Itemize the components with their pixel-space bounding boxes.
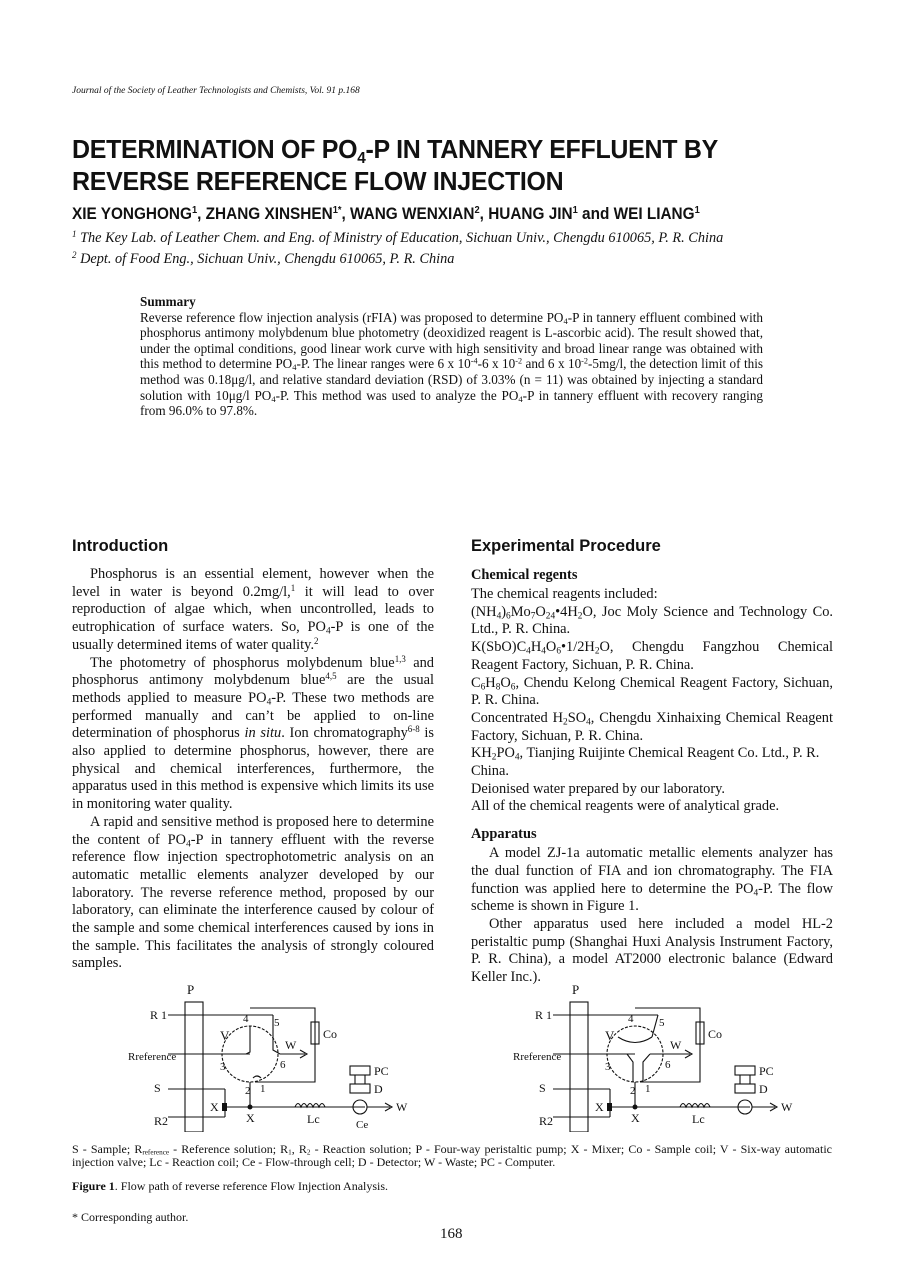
mixer-label: X	[631, 1111, 640, 1125]
valve-port-1: 1	[645, 1083, 651, 1095]
peristaltic-pump	[570, 1002, 588, 1132]
citation: 1,3	[394, 653, 406, 664]
computer-box	[350, 1066, 370, 1075]
author-name: HUANG JIN	[488, 205, 573, 223]
valve-channel	[246, 1026, 250, 1054]
author-affiliation-marker: 1	[191, 205, 198, 216]
subheading-chemical-regents: Chemical regents	[471, 567, 578, 583]
mixer-2	[633, 1105, 638, 1110]
sample-coil-label: Co	[323, 1027, 338, 1041]
reagent-r1-label: R 1	[535, 1008, 553, 1022]
apparatus-paragraph-1: A model ZJ-1a automatic metallic elements analyzer has the dual function of FIA and ion chromatography. The FIA function was applied here to determine the $PO_4-P$. The flow scheme is shown in Figure 1.	[471, 845, 833, 915]
mixer-1	[222, 1103, 227, 1111]
intro-paragraph-1: Phosphorus is an essential element, however when the level in water is beyond 0.2mg/l,$^1$ it will lead to over reproduction of algae which, when uncontrolled, leads to eutrophication of surface waters. So, $PO_4-P$ is one of the usually determined items of water quality.$^2$	[72, 566, 434, 653]
valve-channel	[627, 1054, 633, 1082]
author-name: WEI LIANG	[613, 205, 695, 223]
section-heading-introduction: Introduction	[72, 537, 169, 555]
affiliation-2	[72, 251, 454, 268]
author-name: WANG WENXIAN	[350, 205, 475, 223]
valve-port-6: 6	[280, 1059, 286, 1071]
waste-label: W	[781, 1100, 793, 1114]
sample-label: S	[154, 1081, 161, 1095]
valve-label: V	[605, 1028, 615, 1043]
citation: 6-8	[407, 724, 420, 735]
valve-port-5: 5	[274, 1017, 280, 1029]
computer-label: PC	[374, 1064, 389, 1078]
citation: 1	[290, 582, 296, 593]
reagent-item: $C_6H_8O_6$, Chendu Kelong Chemical Reagent Factory, Sichuan, P. R. China.	[471, 674, 833, 709]
reagent-item: Concentrated $H_2SO_4$, Chengdu Xinhaixing Chemical Reagent Factory, Sichuan, P. R. China.	[471, 709, 833, 744]
waste-label-valve: W	[285, 1038, 297, 1052]
affiliation-marker: 1	[72, 229, 77, 239]
reagent-item: All of the chemical reagents were of analytical grade.	[471, 798, 780, 815]
valve-channel	[618, 1037, 652, 1043]
reference-solution-label: Rreference	[513, 1051, 562, 1063]
author-name: XIE YONGHONG	[72, 205, 192, 223]
summary-text: Reverse reference flow injection analysis (rFIA) was proposed to determine $PO_4-P$ in tannery effluent combined with phosphorus antimony molybdenum blue photometry (deoxidized reagent is L-ascorbic acid). The result showed that, under the optimal conditions, good linear work curve with high sensitivity and broad linear range was obtained with this method to determine $PO_4-P$. The linear ranges were 6 x $10^{-4}-6$ x $10^{-2}$ and 6 x $10^{-2}-5mg/l$, the detection limit of this method was 0.18μg/l, and relative standard deviation (RSD) of 3.03% (n = 11) was obtained by injecting a standard solution with 10μg/l $PO_4-P$. This method was used to analyze the $PO_4-P$ in tannery effluent with recovery ranging from 96.0% to 97.8%.	[140, 309, 764, 419]
sample-label: S	[539, 1081, 546, 1095]
valve-port-6: 6	[665, 1059, 671, 1071]
flow-diagram-right	[505, 982, 805, 1132]
mixer-label: X	[210, 1100, 219, 1114]
waste-label-valve: W	[670, 1038, 682, 1052]
detector-box	[735, 1084, 755, 1093]
reagent-item: $KH_2PO_4$, Tianjing Ruijinte Chemical Reagent Co. Ltd., P. R. China.	[471, 745, 820, 780]
valve-label: V	[220, 1028, 230, 1043]
citation: 2	[314, 635, 319, 646]
intro-paragraph-3: A rapid and sensitive method is proposed here to determine the content of $PO_4-P$ in tannery effluent with the reverse reference flow injection spectrophotometric analysis on an automatic metallic elements analyzer developed by our laboratory. The reverse reference method, proposed by our laboratory, can eliminate the interference caused by colour of the sample and some chemical interferences caused by ions in the sample. This facilitates the analysis of strongly coloured samples.	[72, 813, 434, 972]
experimental-section	[471, 536, 833, 987]
figure-caption: Figure 1. Flow path of reverse reference Flow Injection Analysis.	[72, 1179, 389, 1193]
computer-label: PC	[759, 1064, 774, 1078]
computer-box	[735, 1066, 755, 1075]
reagent-r1-label: R 1	[150, 1008, 168, 1022]
introduction-section	[72, 536, 434, 973]
title-subscript: 4	[357, 150, 366, 167]
flow-diagram-left	[120, 982, 420, 1132]
title-text: REVERSE REFERENCE FLOW INJECTION	[72, 166, 564, 196]
summary-heading: Summary	[140, 294, 196, 309]
peristaltic-pump	[185, 1002, 203, 1132]
affiliation-1	[72, 230, 723, 247]
reagent-item: $(NH_4)_6Mo_7O_{24}•4H_2O$, Joc Moly Science and Technology Co. Ltd., P. R. China.	[471, 603, 833, 638]
reagents-intro: The chemical reagents included:	[471, 586, 658, 602]
reference-solution-label: Rreference	[128, 1051, 177, 1063]
summary-block	[140, 294, 763, 419]
paper-title	[72, 133, 821, 197]
reaction-coil-label: Lc	[307, 1112, 320, 1126]
reagent-r2-label: R2	[154, 1114, 169, 1128]
affiliation-text: Dept. of Food Eng., Sichuan Univ., Chengdu 610065, P. R. China	[76, 251, 455, 267]
author-affiliation-marker: 1*	[332, 205, 342, 216]
affiliation-marker: 2	[72, 250, 77, 260]
pump-label: P	[187, 982, 195, 997]
figure-legend: S - Sample; $R_{reference}$ - Reference solution; $R_1$, $R_2$ - Reaction solution; P - Four-way peristaltic pump; X - Mixer; Co - Sample coil; V - Six-way automatic injection valve; Lc - Reaction coil; Ce - Flow-through cell; D - Detector; W - Waste; PC - Computer.	[72, 1142, 832, 1169]
valve-port-2: 2	[245, 1085, 251, 1097]
detector-box	[350, 1084, 370, 1093]
figure-label: Figure 1	[72, 1179, 115, 1193]
author-affiliation-marker: 2	[474, 205, 480, 216]
valve-channel	[253, 1076, 261, 1078]
valve-port-4: 4	[243, 1013, 249, 1025]
flow-cell-label: Ce	[356, 1119, 369, 1131]
valve-port-3: 3	[220, 1061, 226, 1073]
mixer-1	[607, 1103, 612, 1111]
journal-header: Journal of the Society of Leather Technologists and Chemists, Vol. 91 p.168	[72, 86, 360, 96]
detector-label: D	[759, 1082, 768, 1096]
valve-port-2: 2	[630, 1085, 636, 1097]
reaction-coil-label: Lc	[692, 1112, 705, 1126]
apparatus-paragraph-2: Other apparatus used here included a model HL-2 peristaltic pump (Shanghai Huxi Analysis Instrument Factory, P. R. China), a model AT2000 electronic balance (Edward Keller Inc.).	[471, 915, 833, 986]
sample-coil-label: Co	[708, 1027, 723, 1041]
mixer-2	[248, 1105, 253, 1110]
waste-label: W	[396, 1100, 408, 1114]
reagent-item: $K(SbO)C_4H_4O_6•1/2H_2O$, Chengdu Fangzhou Chemical Reagent Factory, Sichuan, P. R. China.	[471, 639, 833, 673]
detector-label: D	[374, 1082, 383, 1096]
author-affiliation-marker: 1	[694, 205, 700, 216]
footnote: * Corresponding author.	[72, 1210, 189, 1224]
pump-label: P	[572, 982, 580, 997]
title-text: DETERMINATION OF PO	[72, 134, 358, 164]
author-name: ZHANG XINSHEN	[205, 205, 333, 223]
mixer-label: X	[246, 1111, 255, 1125]
page-number: 168	[440, 1226, 463, 1242]
subheading-apparatus: Apparatus	[471, 826, 537, 843]
title-text: -P IN TANNERY EFFLUENT BY	[365, 134, 718, 164]
section-heading-experimental: Experimental Procedure	[471, 537, 661, 555]
valve-port-5: 5	[659, 1017, 665, 1029]
mixer-label: X	[595, 1100, 604, 1114]
author-affiliation-marker: 1	[572, 205, 578, 216]
author-list: XIE YONGHONG$^1$, ZHANG $XINSHEN^{1*}$, WANG WENXIAN$^2$, HUANG JIN$^1$ and WEI LIANG$^1$	[72, 205, 700, 223]
valve-port-3: 3	[605, 1061, 611, 1073]
reagent-item: Deionised water prepared by our laboratory.	[471, 780, 725, 797]
affiliation-text: The Key Lab. of Leather Chem. and Eng. of Ministry of Education, Sichuan Univ., Chengdu 610065, P. R. China	[76, 230, 724, 246]
valve-port-4: 4	[628, 1013, 634, 1025]
citation: 4,5	[325, 671, 337, 682]
valve-port-1: 1	[260, 1083, 266, 1095]
reagent-r2-label: R2	[539, 1114, 554, 1128]
intro-paragraph-2: The photometry of phosphorus molybdenum blue$^{1,3}$ and phosphorus antimony molybdenum blue$^{4,5}$ are the usual methods applied to measure $PO_4-P$. These two methods are performed manually and can’t be applied to on-line determination of phosphorus in situ. Ion chromatography$^{6-8}$ is also applied to determine phosphorus, however, there are physical and chemical interferences, furthermore, the apparatus used in this method is expensive which limits its use in monitoring water quality.	[72, 653, 434, 813]
